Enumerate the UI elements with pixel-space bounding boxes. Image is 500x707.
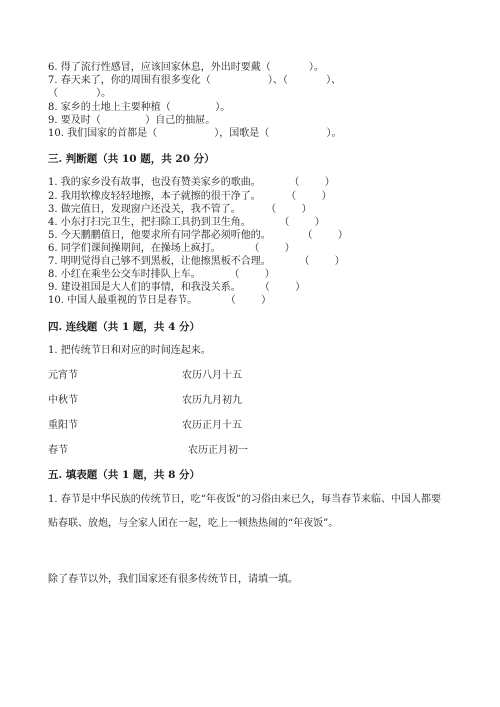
festival-label: 中秋节 xyxy=(48,395,78,406)
fill-in-item-7-continued: （ ）。 xyxy=(48,88,112,99)
judgment-item: 6. 同学们课间操期间，在操场上疯打。 （ ） xyxy=(48,243,295,254)
date-label: 农历九月初九 xyxy=(182,395,242,406)
judgment-item: 9. 建设祖国是大人们的事情，和我没关系。 （ ） xyxy=(48,282,306,293)
date-label: 农历正月初一 xyxy=(188,445,248,456)
festival-label: 重阳节 xyxy=(48,420,78,431)
judgment-item: 7. 明明觉得自己够不到黑板，让他擦黑板不合理。 （ ） xyxy=(48,256,345,267)
judgment-item: 1. 我的家乡没有故事，也没有赞美家乡的歌曲。 （ ） xyxy=(48,177,335,188)
fill-in-item-10: 10. 我们国家的首都是（ ），国歌是（ ）。 xyxy=(48,128,342,139)
judgment-item: 10. 中国人最重视的节日是春节。 （ ） xyxy=(48,295,272,306)
judgment-item: 2. 我用软橡皮轻轻地擦，本子就擦的很干净了。 （ ） xyxy=(48,191,332,202)
judgment-item: 5. 今天鹏鹏值日，他要求所有同学都必须听他的。 （ ） xyxy=(48,230,348,241)
festival-label: 元宵节 xyxy=(48,370,78,381)
fill-in-item-7: 7. 春天来了，你的周围有很多变化（ ）、（ ）、 xyxy=(48,75,342,86)
date-label: 农历正月十五 xyxy=(182,420,242,431)
matching-prompt: 1. 把传统节日和对应的时间连起来。 xyxy=(48,345,211,356)
fill-in-item-6: 6. 得了流行性感冒，应该回家休息，外出时要戴（ ）。 xyxy=(48,62,324,73)
spring-festival-paragraph: 1. 春节是中华民族的传统节日，吃“年夜饭”的习俗由来已久，每当春节来临、中国人都要贴春联、放炮，与全家人团在一起，吃上一顿热热闹的“年夜饭”。 xyxy=(48,494,441,529)
fill-in-item-9: 9. 要及时（ ）自己的抽屉。 xyxy=(48,115,216,126)
section-judgment-heading: 三. 判断题（共 10 题，共 20 分） xyxy=(48,153,215,165)
festival-label: 春节 xyxy=(48,445,68,456)
judgment-item: 8. 小红在乘坐公交车时排队上车。 （ ） xyxy=(48,269,275,280)
table-prompt: 除了春节以外，我们国家还有很多传统节日，请填一填。 xyxy=(48,574,298,585)
fill-in-item-8: 8. 家乡的土地上主要种植（ ）。 xyxy=(48,102,231,113)
section-table-heading: 五. 填表题（共 1 题，共 8 分） xyxy=(48,469,201,481)
date-label: 农历八月十五 xyxy=(182,370,242,381)
judgment-item: 4. 小东打扫完卫生，把扫除工具扔到卫生角。 （ ） xyxy=(48,217,325,228)
section-matching-heading: 四. 连线题（共 1 题，共 4 分） xyxy=(48,321,201,333)
judgment-item: 3. 做完值日，发现窗户还没关，我不管了。 （ ） xyxy=(48,204,312,215)
